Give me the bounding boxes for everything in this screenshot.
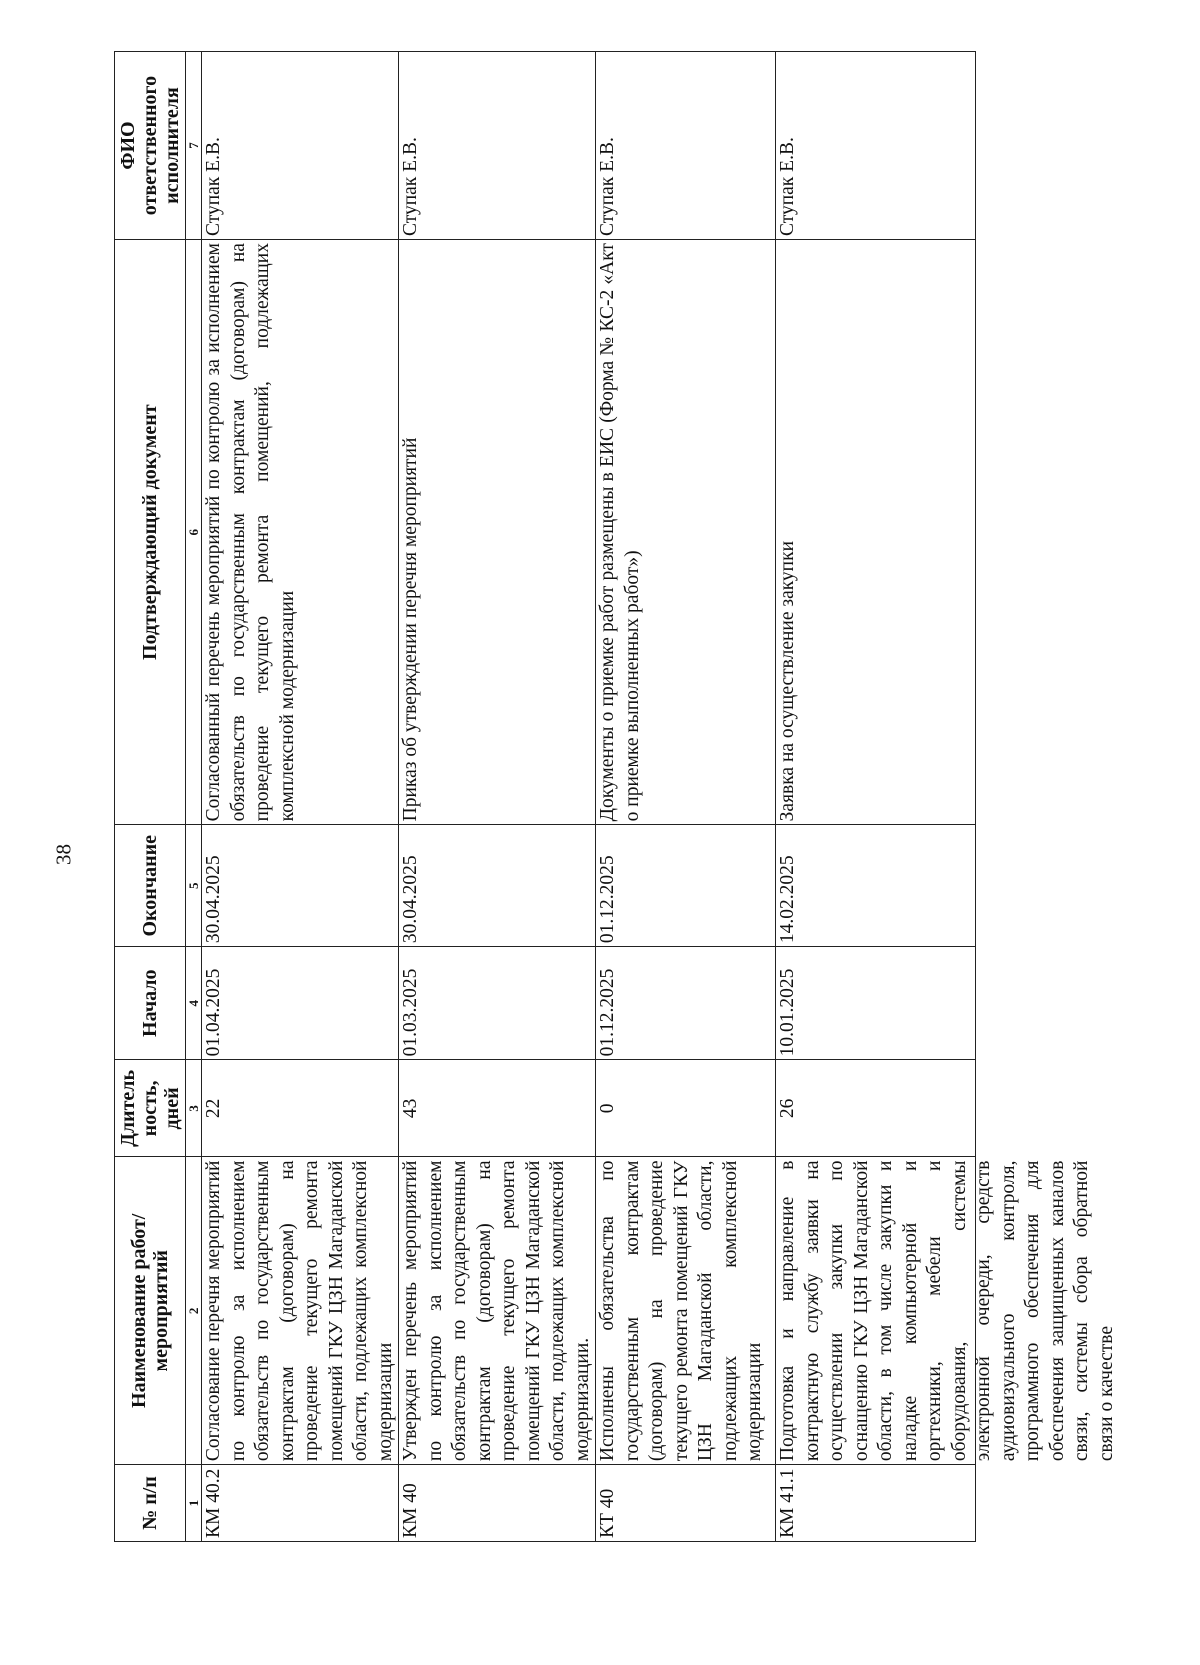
table-row [399, 52, 596, 1542]
cell-end: 01.12.2025 [596, 825, 776, 947]
table-row [596, 52, 776, 1542]
work-schedule-table [114, 51, 1117, 1542]
column-number: 5 [186, 825, 202, 947]
cell-document: Заявка на осуществление закупки [776, 240, 976, 825]
header-num: № п/п [115, 1465, 186, 1542]
column-number-row [186, 52, 202, 1542]
column-number: 1 [186, 1465, 202, 1542]
cell-num: КМ 40 [399, 1465, 596, 1542]
cell-name: Исполнены обязательства по государственным контрактам (договорам) на проведение текущего ремонта помещений ГКУ ЦЗН Магаданской области, подлежащих комплексной модернизации [596, 1157, 776, 1465]
column-number: 4 [186, 947, 202, 1060]
header-start: Начало [115, 947, 186, 1060]
cell-num: КМ 40.2 [202, 1465, 399, 1542]
header-responsible: ФИО ответственного исполнителя [115, 52, 186, 240]
cell-end: 30.04.2025 [202, 825, 399, 947]
page-number: 38 [51, 844, 76, 865]
header-document: Подтверждающий документ [115, 240, 186, 825]
cell-end: 30.04.2025 [399, 825, 596, 947]
cell-name: Утвержден перечень мероприятий по контролю за исполнением обязательств по государственным контрактам (договорам) на проведение текущего ремонта помещений ГКУ ЦЗН Магаданской области, подлежащих комплексной модернизации. [399, 1157, 596, 1465]
cell-start: 01.12.2025 [596, 947, 776, 1060]
cell-duration: 0 [596, 1060, 776, 1157]
cell-duration: 22 [202, 1060, 399, 1157]
header-end: Окончание [115, 825, 186, 947]
cell-name-wrap [776, 1157, 1117, 1465]
table-row [776, 52, 976, 1542]
cell-responsible: Ступак Е.В. [776, 52, 976, 240]
cell-num: КМ 41.1 [776, 1465, 976, 1542]
column-number: 7 [186, 52, 202, 240]
cell-duration: 26 [776, 1060, 976, 1157]
cell-duration: 43 [399, 1060, 596, 1157]
cell-responsible: Ступак Е.В. [596, 52, 776, 240]
header-name: Наименование работ/ мероприятий [115, 1157, 186, 1465]
cell-responsible: Ступак Е.В. [399, 52, 596, 240]
cell-document: Приказ об утверждении перечня мероприятий [399, 240, 596, 825]
table-row [202, 52, 399, 1542]
cell-num: КТ 40 [596, 1465, 776, 1542]
rotated-page [114, 0, 1117, 1542]
column-number: 6 [186, 240, 202, 825]
column-number: 3 [186, 1060, 202, 1157]
cell-start: 10.01.2025 [776, 947, 976, 1060]
header-duration: Длитель ность, дней [115, 1060, 186, 1157]
cell-name: Согласование перечня мероприятий по контролю за исполнением обязательств по государственным контрактам (договорам) на проведение текущего ремонта помещений ГКУ ЦЗН Магаданской области, подлежащих комплексной модернизации [202, 1157, 399, 1465]
column-number: 2 [186, 1157, 202, 1465]
table-header-row [115, 52, 186, 1542]
cell-document: Документы о приемке работ размещены в ЕИС (Форма № КС-2 «Акт о приемке выполненных работ») [596, 240, 776, 825]
cell-start: 01.04.2025 [202, 947, 399, 1060]
cell-document: Согласованный перечень мероприятий по контролю за исполнением обязательств по государственным контрактам (договорам) на проведение текущего ремонта помещений, подлежащих комплексной модернизации [202, 240, 399, 825]
cell-responsible: Ступак Е.В. [202, 52, 399, 240]
cell-start: 01.03.2025 [399, 947, 596, 1060]
cell-name: Подготовка и направление в контрактную службу заявки на осуществлении закупки по оснащению ГКУ ЦЗН Магаданской области, в том числе закупки и наладке компьютерной и оргтехники, мебели и оборудования, системы электронной очереди, средств аудиовизуального контроля, программного обеспечения для обеспечения защищенных каналов связи, системы сбора обратной связи о качестве [777, 1160, 1117, 1462]
cell-end: 14.02.2025 [776, 825, 976, 947]
